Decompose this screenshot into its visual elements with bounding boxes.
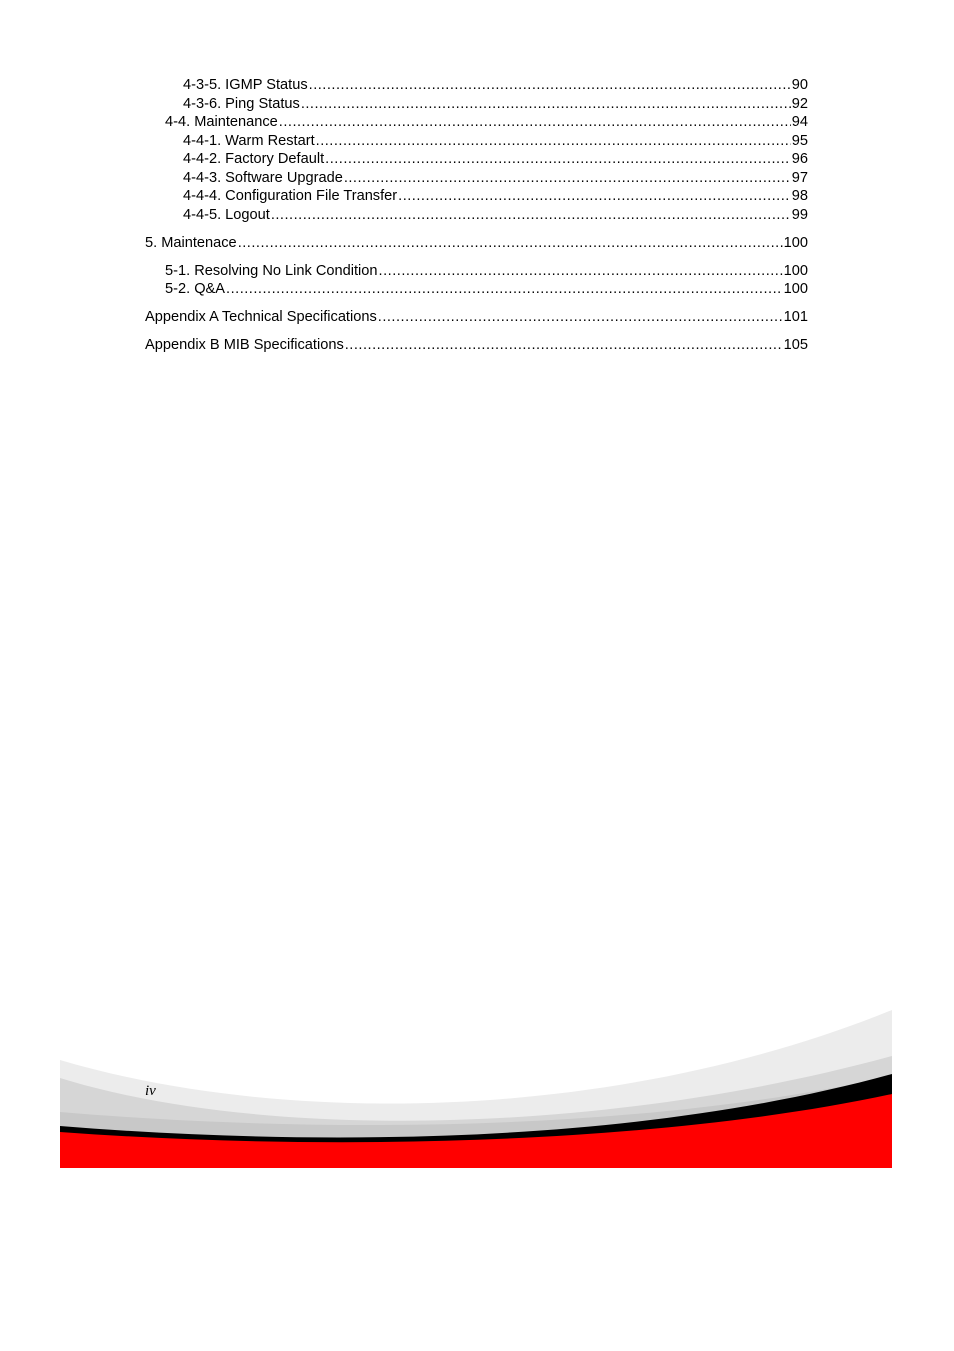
toc-entry-label: 4-4-4. Configuration File Transfer [183, 188, 398, 204]
dot-leader [398, 187, 791, 206]
toc-entry-page: 100 [783, 234, 808, 251]
toc-spacer [145, 252, 808, 262]
toc-entry-factory-default[interactable] [183, 150, 808, 169]
dot-leader [316, 132, 791, 151]
page-number: iv [145, 1083, 156, 1099]
toc-entry-label: 4-3-5. IGMP Status [183, 77, 308, 93]
toc-entry-label: 5-1. Resolving No Link Condition [165, 262, 378, 279]
dot-leader [226, 280, 783, 299]
toc-entry-page: 99 [791, 206, 808, 223]
toc-entry-label: 5-2. Q&A [165, 281, 226, 297]
dot-leader [345, 336, 783, 355]
dot-leader [325, 150, 791, 169]
dot-leader [301, 95, 791, 114]
toc-entry-maintenance[interactable] [165, 113, 808, 132]
toc-entry-label: 4-4-1. Warm Restart [183, 132, 315, 149]
toc-entry-chapter-5-maintenace[interactable] [145, 234, 808, 253]
toc-entry-logout[interactable] [183, 206, 808, 225]
dot-leader [344, 169, 791, 188]
toc-entry-ping-status[interactable] [183, 95, 808, 114]
toc-entry-page: 105 [783, 337, 808, 353]
toc-spacer [145, 327, 808, 337]
toc-entry-page: 90 [791, 77, 808, 93]
toc-entry-page: 97 [791, 169, 808, 186]
toc-entry-page: 96 [791, 151, 808, 167]
footer-swoosh-graphic [60, 1008, 892, 1168]
toc-entry-warm-restart[interactable] [183, 132, 808, 151]
toc-entry-appendix-a[interactable] [145, 308, 808, 327]
dot-leader [279, 113, 791, 132]
toc-entry-label: 5. Maintenace [145, 234, 237, 251]
toc-entry-configuration-file-transfer[interactable] [183, 187, 808, 206]
toc-entry-resolving-no-link[interactable] [165, 262, 808, 281]
toc-entry-igmp-status[interactable] [183, 76, 808, 95]
toc-entry-page: 101 [783, 309, 808, 325]
toc-entry-page: 100 [783, 262, 808, 279]
toc-entry-label: 4-4-5. Logout [183, 206, 270, 223]
toc-spacer [145, 299, 808, 309]
toc-entry-page: 94 [791, 114, 808, 130]
toc-entry-software-upgrade[interactable] [183, 169, 808, 188]
dot-leader [309, 76, 791, 95]
toc-entry-appendix-b[interactable] [145, 336, 808, 355]
toc-entry-label: 4-4-3. Software Upgrade [183, 169, 343, 186]
dot-leader [378, 308, 783, 327]
toc-entry-label: 4-3-6. Ping Status [183, 95, 300, 112]
toc-entry-label: Appendix B MIB Specifications [145, 337, 344, 353]
toc-spacer [145, 224, 808, 234]
toc-entry-label: 4-4-2. Factory Default [183, 151, 325, 167]
toc-entry-page: 95 [791, 132, 808, 149]
toc-entry-label: Appendix A Technical Specifications [145, 309, 377, 325]
dot-leader [271, 206, 791, 225]
toc-entry-page: 92 [791, 95, 808, 112]
toc-entry-label: 4-4. Maintenance [165, 114, 278, 130]
table-of-contents [145, 76, 808, 355]
toc-entry-qa[interactable] [165, 280, 808, 299]
toc-entry-page: 98 [791, 188, 808, 204]
toc-entry-page: 100 [783, 281, 808, 297]
dot-leader [238, 234, 783, 253]
dot-leader [379, 262, 783, 281]
